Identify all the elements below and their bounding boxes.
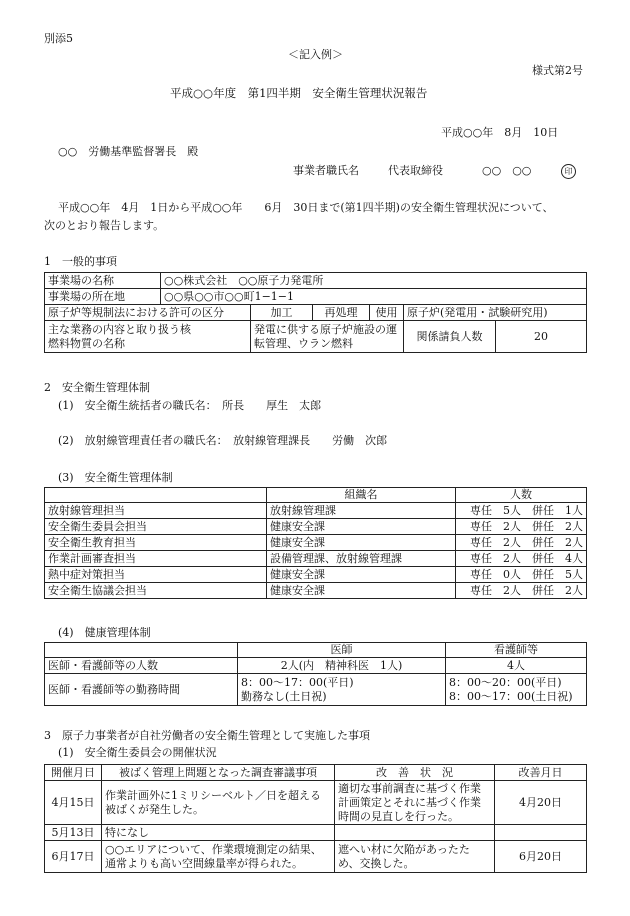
report-title: 平成○○年度 第1四半期 安全衛生管理状況報告	[170, 86, 428, 100]
facility-name-label: 事業場の名称	[45, 273, 161, 289]
facility-address-label: 事業場の所在地	[45, 289, 161, 305]
table-row	[45, 488, 587, 503]
business-label-text: 主な業務の内容と取り扱う核燃料物質の名称	[48, 322, 191, 350]
intro-line-2: 次のとおり報告します。	[44, 219, 165, 232]
nurse-hours-holiday: 8：00〜17：00(土日祝)	[449, 689, 573, 703]
count-header: 人数	[456, 488, 587, 503]
table-row	[45, 273, 587, 289]
doctor-header: 医師	[238, 643, 446, 658]
table-row	[45, 551, 587, 567]
date-cell: 5月13日	[45, 825, 102, 841]
count-cell: 専任 2人 併任 2人	[456, 583, 587, 599]
health-heading: (4) 健康管理体制	[58, 626, 151, 639]
improvement-date-cell: 6月20日	[495, 841, 587, 873]
role-cell: 安全衛生教育担当	[45, 535, 267, 551]
col-improvement-date: 改善月日	[495, 765, 587, 781]
doctor-hours	[238, 674, 446, 706]
table-row	[45, 535, 587, 551]
issue-cell: ○○エリアについて、作業環境測定の結果、通常よりも高い空間線量率が得られた。	[102, 841, 335, 873]
nurse-header: 看護師等	[446, 643, 587, 658]
seal-stamp	[561, 164, 576, 179]
doctor-count: 2人(内 精神科医 1人)	[238, 658, 446, 674]
count-cell: 専任 2人 併任 2人	[456, 519, 587, 535]
table-row	[45, 781, 587, 825]
doctor-hours-holiday: 勤務なし(土日祝)	[241, 689, 327, 703]
intro-line-1: 平成○○年 4月 1日から平成○○年 6月 30日まで(第1四半期)の安全衛生管理状況について、	[58, 201, 554, 214]
issue-cell: 特になし	[102, 825, 335, 841]
date-cell: 6月17日	[45, 841, 102, 873]
col-issue: 被ばく管理上問題となった調査審議事項	[102, 765, 335, 781]
report-date: 平成○○年 8月 10日	[441, 126, 559, 139]
table-row	[45, 583, 587, 599]
count-cell: 専任 5人 併任 1人	[456, 503, 587, 519]
count-cell: 専任 2人 併任 2人	[456, 535, 587, 551]
committee-table	[44, 764, 587, 873]
table-row	[45, 519, 587, 535]
business-value: 発電に供する原子炉施設の運転管理、ウラン燃料	[251, 321, 404, 353]
org-cell: 設備管理課、放射線管理課	[267, 551, 456, 567]
addressee: ○○ 労働基準監督署長 殿	[58, 145, 199, 158]
table-row	[45, 289, 587, 305]
section3-heading: 3 原子力事業者が自社労働者の安全衛生管理として実施した事項	[44, 729, 370, 742]
org-cell: 健康安全課	[267, 583, 456, 599]
contractor-count-value: 20	[496, 321, 587, 353]
count-cell: 専任 0人 併任 5人	[456, 567, 587, 583]
committee-heading: (1) 安全衛生委員会の開催状況	[58, 746, 217, 759]
work-hours-label: 医師・看護師等の勤務時間	[45, 674, 238, 706]
table-row	[45, 674, 587, 706]
role-cell: 放射線管理担当	[45, 503, 267, 519]
seal-text: 印	[561, 164, 576, 179]
table-row	[45, 658, 587, 674]
permit-label: 原子炉等規制法における許可の区分	[45, 305, 251, 321]
table-row	[45, 643, 587, 658]
table-row	[45, 305, 587, 321]
org-cell: 健康安全課	[267, 567, 456, 583]
permit-option-processing: 加工	[251, 305, 313, 321]
management-structure-table	[44, 487, 587, 599]
table-row	[45, 825, 587, 841]
org-cell: 健康安全課	[267, 519, 456, 535]
role-cell: 安全衛生委員会担当	[45, 519, 267, 535]
issue-cell: 作業計画外に1ミリシーベルト／日を超える被ばくが発生した。	[102, 781, 335, 825]
table-row	[45, 567, 587, 583]
section1-heading: 1 一般的事項	[44, 255, 117, 268]
table-row	[45, 321, 587, 353]
count-cell: 専任 2人 併任 4人	[456, 551, 587, 567]
facility-address-value: ○○県○○市○○町1−1−1	[161, 289, 587, 305]
improvement-date-cell	[495, 825, 587, 841]
form-number: 様式第2号	[532, 64, 583, 77]
improvement-cell: 適切な事前調査に基づく作業計画策定とそれに基づく作業時間の見直しを行った。	[335, 781, 495, 825]
contractor-count-label: 関係請負人数	[404, 321, 496, 353]
general-info-table	[44, 272, 587, 353]
table-row	[45, 765, 587, 781]
signer-label: 事業者職氏名	[293, 164, 359, 177]
staff-count-label: 医師・看護師等の人数	[45, 658, 238, 674]
table-row	[45, 841, 587, 873]
health-management-table	[44, 642, 587, 706]
permit-option-reprocessing: 再処理	[313, 305, 370, 321]
header-blank	[45, 643, 238, 658]
role-cell: 安全衛生協議会担当	[45, 583, 267, 599]
improvement-cell: 遮へい材に欠陥があったため、交換した。	[335, 841, 495, 873]
table-row	[45, 503, 587, 519]
business-label	[45, 321, 251, 353]
date-cell: 4月15日	[45, 781, 102, 825]
example-label: ＜記入例＞	[288, 48, 343, 61]
org-cell: 健康安全課	[267, 535, 456, 551]
signer-position: 代表取締役	[388, 164, 443, 177]
improvement-cell	[335, 825, 495, 841]
improvement-date-cell: 4月20日	[495, 781, 587, 825]
doctor-hours-weekday: 8：00〜17：00(平日)	[241, 675, 354, 689]
safety-supervisor: (1) 安全衛生統括者の職氏名： 所長 厚生 太郎	[58, 399, 322, 412]
facility-name-value: ○○株式会社 ○○原子力発電所	[161, 273, 587, 289]
org-header: 組織名	[267, 488, 456, 503]
role-cell: 作業計画審査担当	[45, 551, 267, 567]
structure-heading: (3) 安全衛生管理体制	[58, 471, 173, 484]
org-cell: 放射線管理課	[267, 503, 456, 519]
radiation-manager: (2) 放射線管理責任者の職氏名： 放射線管理課長 労働 次郎	[58, 434, 388, 447]
col-date: 開催月日	[45, 765, 102, 781]
signer-name: ○○ ○○	[482, 164, 532, 177]
nurse-hours-weekday: 8：00〜20：00(平日)	[449, 675, 562, 689]
permit-option-reactor: 原子炉(発電用・試験研究用)	[404, 305, 587, 321]
attachment-label: 別添5	[44, 32, 73, 45]
role-cell: 熱中症対策担当	[45, 567, 267, 583]
col-improvement: 改 善 状 況	[335, 765, 495, 781]
nurse-count: 4人	[446, 658, 587, 674]
section2-heading: 2 安全衛生管理体制	[44, 381, 150, 394]
header-blank	[45, 488, 267, 503]
permit-option-use: 使用	[370, 305, 404, 321]
nurse-hours	[446, 674, 587, 706]
